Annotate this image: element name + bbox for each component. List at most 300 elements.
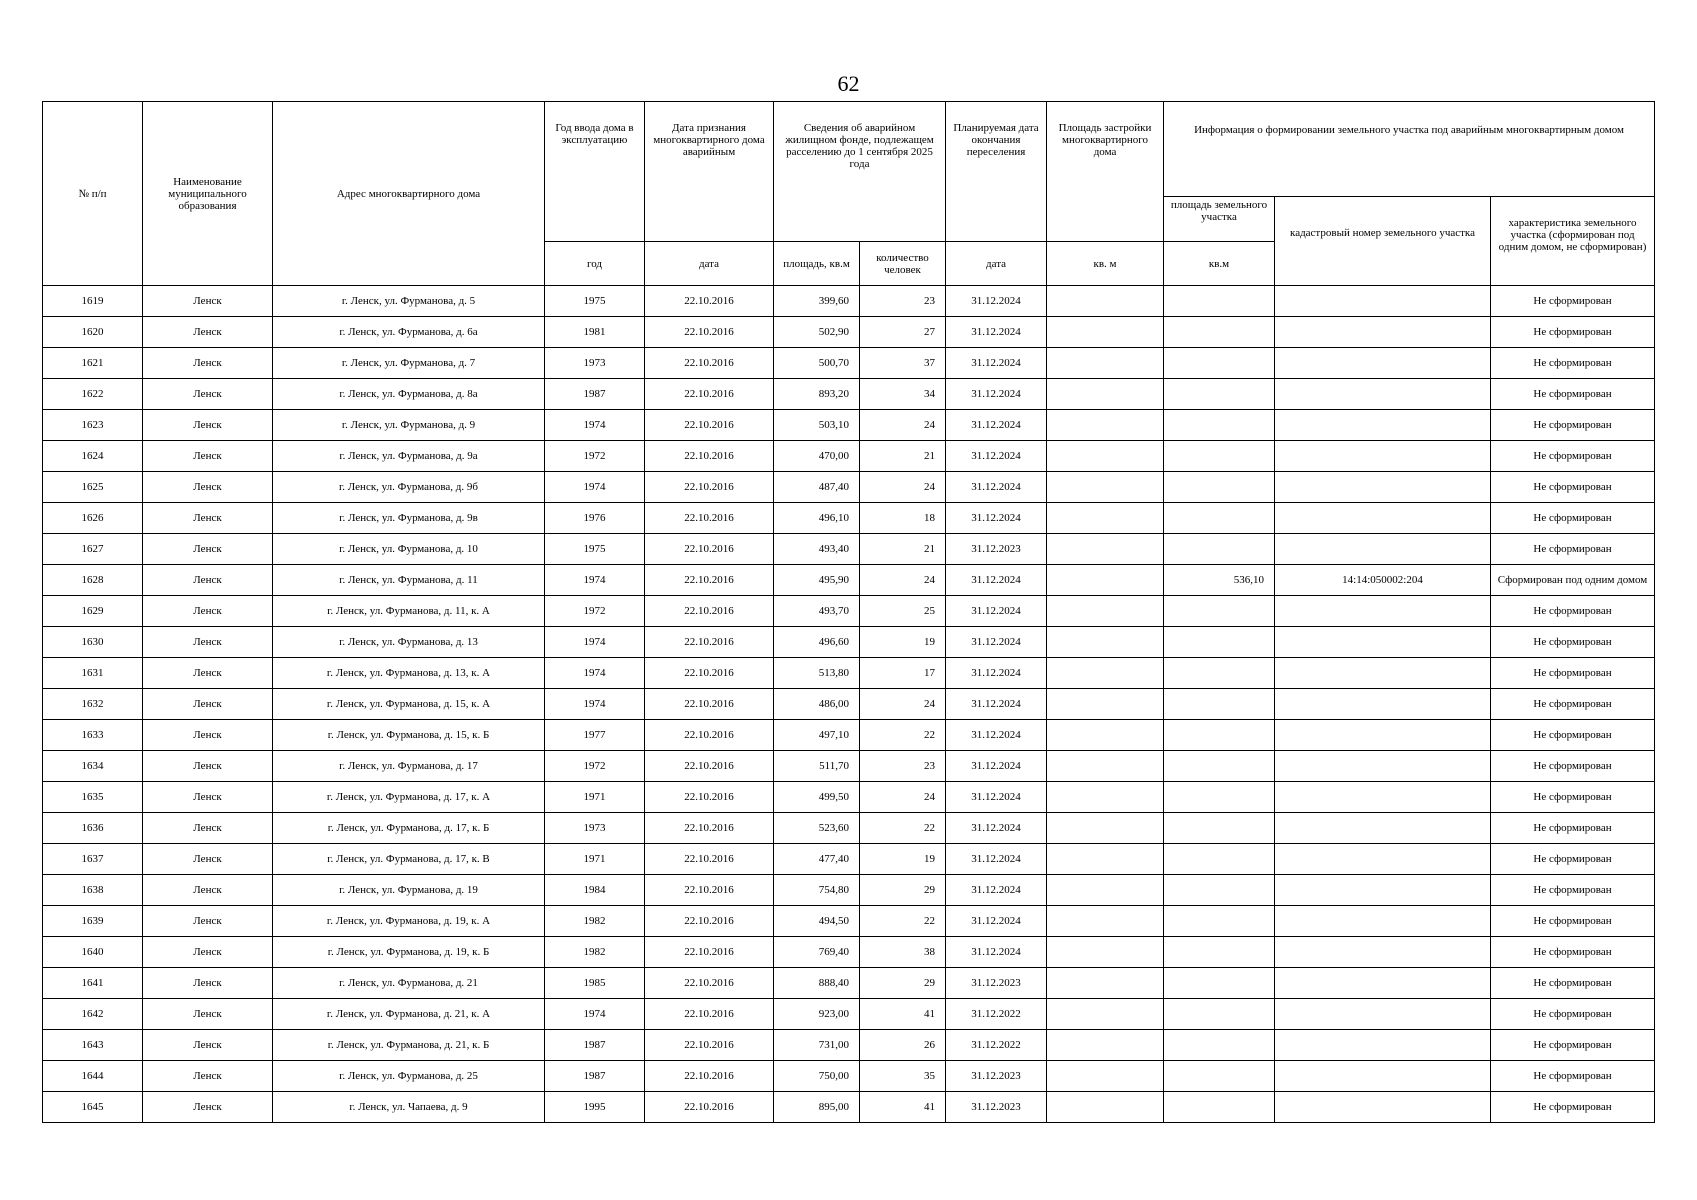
- cell-cadastral: [1275, 968, 1491, 999]
- cell-land-area: [1164, 410, 1275, 441]
- table-row: [43, 999, 1655, 1030]
- cell-land-area: [1164, 472, 1275, 503]
- cell-cadastral: [1275, 1061, 1491, 1092]
- cell-address: г. Ленск, ул. Фурманова, д. 8а: [273, 379, 545, 410]
- cell-land-area: [1164, 503, 1275, 534]
- cell-num: 1624: [43, 441, 143, 472]
- cell-year: 1982: [545, 937, 645, 968]
- cell-cadastral: [1275, 937, 1491, 968]
- table-row: [43, 844, 1655, 875]
- cell-area: 893,20: [774, 379, 860, 410]
- cell-people: 24: [860, 472, 946, 503]
- cell-num: 1629: [43, 596, 143, 627]
- table-row: [43, 813, 1655, 844]
- cell-building-area: [1047, 813, 1164, 844]
- cell-municipality: Ленск: [143, 720, 273, 751]
- table-row: [43, 751, 1655, 782]
- cell-recognition-date: 22.10.2016: [645, 1030, 774, 1061]
- table-row: [43, 720, 1655, 751]
- unit-area: площадь, кв.м: [774, 242, 860, 286]
- cell-land-area: [1164, 1092, 1275, 1123]
- cell-area: 470,00: [774, 441, 860, 472]
- cell-area: 888,40: [774, 968, 860, 999]
- cell-municipality: Ленск: [143, 906, 273, 937]
- table-row: [43, 689, 1655, 720]
- cell-land-area: [1164, 813, 1275, 844]
- cell-municipality: Ленск: [143, 627, 273, 658]
- cell-people: 34: [860, 379, 946, 410]
- cell-cadastral: [1275, 627, 1491, 658]
- cell-address: г. Ленск, ул. Фурманова, д. 15, к. Б: [273, 720, 545, 751]
- header-planned-date: Планируемая дата окончания переселения: [946, 102, 1047, 242]
- cell-planned-date: 31.12.2024: [946, 906, 1047, 937]
- cell-address: г. Ленск, ул. Фурманова, д. 9: [273, 410, 545, 441]
- table-row: [43, 441, 1655, 472]
- cell-recognition-date: 22.10.2016: [645, 410, 774, 441]
- cell-land-area: [1164, 844, 1275, 875]
- cell-year: 1987: [545, 1030, 645, 1061]
- cell-municipality: Ленск: [143, 379, 273, 410]
- cell-land-char: Не сформирован: [1491, 627, 1655, 658]
- table-row: [43, 906, 1655, 937]
- header-land-char: характеристика земельного участка (сформирован под одним домом, не сформирован): [1491, 197, 1655, 286]
- cell-building-area: [1047, 1061, 1164, 1092]
- cell-num: 1626: [43, 503, 143, 534]
- cell-people: 23: [860, 751, 946, 782]
- cell-address: г. Ленск, ул. Фурманова, д. 9а: [273, 441, 545, 472]
- cell-building-area: [1047, 1092, 1164, 1123]
- cell-people: 18: [860, 503, 946, 534]
- cell-year: 1976: [545, 503, 645, 534]
- cell-cadastral: [1275, 472, 1491, 503]
- header-cadastral: кадастровый номер земельного участка: [1275, 197, 1491, 286]
- cell-address: г. Ленск, ул. Фурманова, д. 5: [273, 286, 545, 317]
- cell-building-area: [1047, 937, 1164, 968]
- cell-area: 500,70: [774, 348, 860, 379]
- header-recognition-date: Дата признания многоквартирного дома аварийным: [645, 102, 774, 242]
- cell-year: 1985: [545, 968, 645, 999]
- cell-cadastral: [1275, 813, 1491, 844]
- cell-land-char: Не сформирован: [1491, 689, 1655, 720]
- cell-building-area: [1047, 348, 1164, 379]
- cell-cadastral: [1275, 379, 1491, 410]
- cell-building-area: [1047, 720, 1164, 751]
- cell-building-area: [1047, 1030, 1164, 1061]
- cell-land-area: [1164, 348, 1275, 379]
- cell-municipality: Ленск: [143, 410, 273, 441]
- cell-year: 1975: [545, 534, 645, 565]
- cell-land-char: Не сформирован: [1491, 503, 1655, 534]
- cell-people: 23: [860, 286, 946, 317]
- cell-planned-date: 31.12.2024: [946, 720, 1047, 751]
- cell-recognition-date: 22.10.2016: [645, 441, 774, 472]
- cell-planned-date: 31.12.2024: [946, 689, 1047, 720]
- cell-planned-date: 31.12.2024: [946, 813, 1047, 844]
- cell-planned-date: 31.12.2023: [946, 968, 1047, 999]
- cell-people: 24: [860, 565, 946, 596]
- cell-address: г. Ленск, ул. Фурманова, д. 9б: [273, 472, 545, 503]
- cell-cadastral: [1275, 751, 1491, 782]
- cell-planned-date: 31.12.2024: [946, 410, 1047, 441]
- cell-building-area: [1047, 689, 1164, 720]
- cell-area: 513,80: [774, 658, 860, 689]
- cell-planned-date: 31.12.2024: [946, 627, 1047, 658]
- cell-municipality: Ленск: [143, 689, 273, 720]
- cell-land-area: [1164, 627, 1275, 658]
- table-row: [43, 658, 1655, 689]
- header-building-area: Площадь застройки многоквартирного дома: [1047, 102, 1164, 242]
- cell-people: 17: [860, 658, 946, 689]
- cell-address: г. Ленск, ул. Чапаева, д. 9: [273, 1092, 545, 1123]
- cell-cadastral: [1275, 410, 1491, 441]
- cell-land-area: [1164, 906, 1275, 937]
- cell-area: 499,50: [774, 782, 860, 813]
- cell-address: г. Ленск, ул. Фурманова, д. 17, к. Б: [273, 813, 545, 844]
- table-row: [43, 286, 1655, 317]
- cell-cadastral: [1275, 875, 1491, 906]
- cell-land-char: Не сформирован: [1491, 596, 1655, 627]
- cell-planned-date: 31.12.2024: [946, 658, 1047, 689]
- cell-recognition-date: 22.10.2016: [645, 379, 774, 410]
- cell-people: 29: [860, 875, 946, 906]
- cell-building-area: [1047, 379, 1164, 410]
- cell-municipality: Ленск: [143, 844, 273, 875]
- cell-planned-date: 31.12.2024: [946, 844, 1047, 875]
- cell-cadastral: [1275, 286, 1491, 317]
- cell-land-char: Не сформирован: [1491, 317, 1655, 348]
- cell-land-area: [1164, 782, 1275, 813]
- cell-cadastral: [1275, 999, 1491, 1030]
- cell-recognition-date: 22.10.2016: [645, 534, 774, 565]
- cell-planned-date: 31.12.2024: [946, 379, 1047, 410]
- cell-land-area: [1164, 937, 1275, 968]
- cell-municipality: Ленск: [143, 658, 273, 689]
- header-land-info: Информация о формировании земельного участка под аварийным многоквартирным домом: [1164, 102, 1655, 197]
- cell-recognition-date: 22.10.2016: [645, 1061, 774, 1092]
- cell-land-char: Не сформирован: [1491, 534, 1655, 565]
- cell-num: 1644: [43, 1061, 143, 1092]
- cell-land-char: Не сформирован: [1491, 410, 1655, 441]
- cell-municipality: Ленск: [143, 1092, 273, 1123]
- cell-people: 26: [860, 1030, 946, 1061]
- cell-land-area: 536,10: [1164, 565, 1275, 596]
- table-row: [43, 410, 1655, 441]
- cell-recognition-date: 22.10.2016: [645, 782, 774, 813]
- cell-people: 24: [860, 782, 946, 813]
- cell-recognition-date: 22.10.2016: [645, 348, 774, 379]
- cell-planned-date: 31.12.2024: [946, 286, 1047, 317]
- cell-land-char: Не сформирован: [1491, 348, 1655, 379]
- cell-area: 750,00: [774, 1061, 860, 1092]
- cell-building-area: [1047, 596, 1164, 627]
- cell-address: г. Ленск, ул. Фурманова, д. 21, к. А: [273, 999, 545, 1030]
- cell-recognition-date: 22.10.2016: [645, 596, 774, 627]
- cell-planned-date: 31.12.2023: [946, 534, 1047, 565]
- cell-address: г. Ленск, ул. Фурманова, д. 11, к. А: [273, 596, 545, 627]
- cell-people: 22: [860, 813, 946, 844]
- cell-land-char: Не сформирован: [1491, 844, 1655, 875]
- cell-address: г. Ленск, ул. Фурманова, д. 13: [273, 627, 545, 658]
- cell-recognition-date: 22.10.2016: [645, 844, 774, 875]
- cell-municipality: Ленск: [143, 348, 273, 379]
- cell-cadastral: [1275, 348, 1491, 379]
- header-year: Год ввода дома в эксплуатацию: [545, 102, 645, 242]
- cell-cadastral: [1275, 658, 1491, 689]
- cell-year: 1974: [545, 410, 645, 441]
- header-address: Адрес многоквартирного дома: [273, 102, 545, 286]
- cell-year: 1974: [545, 565, 645, 596]
- cell-land-area: [1164, 875, 1275, 906]
- cell-land-area: [1164, 968, 1275, 999]
- cell-municipality: Ленск: [143, 472, 273, 503]
- cell-people: 21: [860, 441, 946, 472]
- cell-cadastral: [1275, 906, 1491, 937]
- cell-num: 1621: [43, 348, 143, 379]
- cell-address: г. Ленск, ул. Фурманова, д. 19, к. А: [273, 906, 545, 937]
- cell-num: 1623: [43, 410, 143, 441]
- cell-year: 1974: [545, 999, 645, 1030]
- cell-land-char: Не сформирован: [1491, 813, 1655, 844]
- cell-year: 1995: [545, 1092, 645, 1123]
- cell-planned-date: 31.12.2024: [946, 937, 1047, 968]
- cell-address: г. Ленск, ул. Фурманова, д. 21, к. Б: [273, 1030, 545, 1061]
- cell-municipality: Ленск: [143, 999, 273, 1030]
- cell-people: 38: [860, 937, 946, 968]
- cell-address: г. Ленск, ул. Фурманова, д. 17: [273, 751, 545, 782]
- cell-building-area: [1047, 286, 1164, 317]
- cell-address: г. Ленск, ул. Фурманова, д. 13, к. А: [273, 658, 545, 689]
- table-row: [43, 627, 1655, 658]
- cell-cadastral: [1275, 1030, 1491, 1061]
- cell-year: 1974: [545, 689, 645, 720]
- cell-building-area: [1047, 844, 1164, 875]
- cell-people: 41: [860, 999, 946, 1030]
- table-row: [43, 472, 1655, 503]
- cell-building-area: [1047, 441, 1164, 472]
- cell-municipality: Ленск: [143, 565, 273, 596]
- cell-land-char: Сформирован под одним домом: [1491, 565, 1655, 596]
- table-body: [43, 286, 1655, 1123]
- cell-cadastral: [1275, 782, 1491, 813]
- cell-people: 29: [860, 968, 946, 999]
- cell-land-char: Не сформирован: [1491, 999, 1655, 1030]
- cell-land-char: Не сформирован: [1491, 658, 1655, 689]
- cell-recognition-date: 22.10.2016: [645, 720, 774, 751]
- cell-year: 1974: [545, 472, 645, 503]
- cell-year: 1977: [545, 720, 645, 751]
- table-row: [43, 596, 1655, 627]
- cell-area: 495,90: [774, 565, 860, 596]
- cell-cadastral: [1275, 534, 1491, 565]
- cell-land-char: Не сформирован: [1491, 472, 1655, 503]
- cell-cadastral: [1275, 720, 1491, 751]
- cell-municipality: Ленск: [143, 875, 273, 906]
- cell-planned-date: 31.12.2024: [946, 751, 1047, 782]
- cell-area: 502,90: [774, 317, 860, 348]
- cell-cadastral: 14:14:050002:204: [1275, 565, 1491, 596]
- cell-municipality: Ленск: [143, 937, 273, 968]
- cell-cadastral: [1275, 441, 1491, 472]
- unit-year: год: [545, 242, 645, 286]
- cell-area: 923,00: [774, 999, 860, 1030]
- cell-planned-date: 31.12.2024: [946, 317, 1047, 348]
- cell-cadastral: [1275, 503, 1491, 534]
- cell-land-area: [1164, 720, 1275, 751]
- cell-building-area: [1047, 968, 1164, 999]
- cell-num: 1639: [43, 906, 143, 937]
- cell-planned-date: 31.12.2023: [946, 1092, 1047, 1123]
- cell-land-char: Не сформирован: [1491, 782, 1655, 813]
- cell-land-area: [1164, 999, 1275, 1030]
- cell-planned-date: 31.12.2024: [946, 782, 1047, 813]
- cell-num: 1635: [43, 782, 143, 813]
- cell-people: 37: [860, 348, 946, 379]
- cell-municipality: Ленск: [143, 782, 273, 813]
- table-row: [43, 503, 1655, 534]
- cell-planned-date: 31.12.2024: [946, 472, 1047, 503]
- cell-year: 1971: [545, 782, 645, 813]
- cell-num: 1634: [43, 751, 143, 782]
- cell-area: 477,40: [774, 844, 860, 875]
- cell-recognition-date: 22.10.2016: [645, 317, 774, 348]
- cell-municipality: Ленск: [143, 968, 273, 999]
- cell-year: 1973: [545, 348, 645, 379]
- cell-municipality: Ленск: [143, 503, 273, 534]
- cell-year: 1984: [545, 875, 645, 906]
- cell-recognition-date: 22.10.2016: [645, 1092, 774, 1123]
- cell-recognition-date: 22.10.2016: [645, 968, 774, 999]
- table-row: [43, 782, 1655, 813]
- cell-area: 496,10: [774, 503, 860, 534]
- table-row: [43, 1061, 1655, 1092]
- cell-recognition-date: 22.10.2016: [645, 937, 774, 968]
- table-header: [43, 102, 1655, 286]
- cell-recognition-date: 22.10.2016: [645, 627, 774, 658]
- cell-num: 1625: [43, 472, 143, 503]
- header-land-area: площадь земельного участка: [1164, 197, 1275, 242]
- cell-num: 1632: [43, 689, 143, 720]
- cell-address: г. Ленск, ул. Фурманова, д. 7: [273, 348, 545, 379]
- cell-building-area: [1047, 627, 1164, 658]
- cell-municipality: Ленск: [143, 286, 273, 317]
- cell-area: 503,10: [774, 410, 860, 441]
- cell-land-char: Не сформирован: [1491, 968, 1655, 999]
- table-row: [43, 1030, 1655, 1061]
- cell-municipality: Ленск: [143, 813, 273, 844]
- cell-num: 1622: [43, 379, 143, 410]
- header-num: № п/п: [43, 102, 143, 286]
- cell-num: 1630: [43, 627, 143, 658]
- cell-num: 1628: [43, 565, 143, 596]
- cell-recognition-date: 22.10.2016: [645, 503, 774, 534]
- cell-address: г. Ленск, ул. Фурманова, д. 21: [273, 968, 545, 999]
- cell-land-area: [1164, 317, 1275, 348]
- cell-cadastral: [1275, 317, 1491, 348]
- cell-people: 19: [860, 844, 946, 875]
- table-row: [43, 968, 1655, 999]
- cell-area: 494,50: [774, 906, 860, 937]
- cell-num: 1645: [43, 1092, 143, 1123]
- cell-num: 1640: [43, 937, 143, 968]
- cell-land-area: [1164, 596, 1275, 627]
- cell-building-area: [1047, 472, 1164, 503]
- cell-num: 1636: [43, 813, 143, 844]
- cell-land-area: [1164, 286, 1275, 317]
- cell-recognition-date: 22.10.2016: [645, 906, 774, 937]
- cell-municipality: Ленск: [143, 441, 273, 472]
- cell-year: 1981: [545, 317, 645, 348]
- cell-people: 21: [860, 534, 946, 565]
- cell-area: 754,80: [774, 875, 860, 906]
- cell-num: 1642: [43, 999, 143, 1030]
- cell-people: 19: [860, 627, 946, 658]
- cell-address: г. Ленск, ул. Фурманова, д. 9в: [273, 503, 545, 534]
- cell-land-char: Не сформирован: [1491, 751, 1655, 782]
- cell-land-char: Не сформирован: [1491, 875, 1655, 906]
- cell-land-char: Не сформирован: [1491, 906, 1655, 937]
- cell-land-area: [1164, 751, 1275, 782]
- unit-date: дата: [645, 242, 774, 286]
- cell-area: 486,00: [774, 689, 860, 720]
- cell-land-area: [1164, 658, 1275, 689]
- cell-planned-date: 31.12.2024: [946, 503, 1047, 534]
- table-row: [43, 565, 1655, 596]
- cell-municipality: Ленск: [143, 751, 273, 782]
- cell-cadastral: [1275, 689, 1491, 720]
- cell-address: г. Ленск, ул. Фурманова, д. 15, к. А: [273, 689, 545, 720]
- cell-area: 731,00: [774, 1030, 860, 1061]
- cell-area: 511,70: [774, 751, 860, 782]
- cell-year: 1975: [545, 286, 645, 317]
- cell-year: 1974: [545, 627, 645, 658]
- cell-area: 493,70: [774, 596, 860, 627]
- cell-people: 27: [860, 317, 946, 348]
- cell-land-area: [1164, 1061, 1275, 1092]
- cell-planned-date: 31.12.2023: [946, 1061, 1047, 1092]
- cell-recognition-date: 22.10.2016: [645, 689, 774, 720]
- header-emergency-info: Сведения об аварийном жилищном фонде, подлежащем расселению до 1 сентября 2025 года: [774, 102, 946, 242]
- cell-building-area: [1047, 534, 1164, 565]
- cell-land-area: [1164, 534, 1275, 565]
- cell-area: 487,40: [774, 472, 860, 503]
- cell-num: 1620: [43, 317, 143, 348]
- cell-people: 25: [860, 596, 946, 627]
- cell-land-area: [1164, 441, 1275, 472]
- cell-land-char: Не сформирован: [1491, 720, 1655, 751]
- cell-year: 1971: [545, 844, 645, 875]
- cell-land-area: [1164, 379, 1275, 410]
- cell-land-area: [1164, 1030, 1275, 1061]
- cell-land-char: Не сформирован: [1491, 1030, 1655, 1061]
- cell-building-area: [1047, 782, 1164, 813]
- cell-planned-date: 31.12.2024: [946, 441, 1047, 472]
- unit-planned: дата: [946, 242, 1047, 286]
- cell-building-area: [1047, 317, 1164, 348]
- cell-year: 1987: [545, 1061, 645, 1092]
- cell-num: 1637: [43, 844, 143, 875]
- cell-building-area: [1047, 875, 1164, 906]
- cell-land-area: [1164, 689, 1275, 720]
- cell-recognition-date: 22.10.2016: [645, 751, 774, 782]
- table-row: [43, 1092, 1655, 1123]
- cell-municipality: Ленск: [143, 596, 273, 627]
- cell-recognition-date: 22.10.2016: [645, 565, 774, 596]
- cell-area: 769,40: [774, 937, 860, 968]
- cell-num: 1638: [43, 875, 143, 906]
- cell-cadastral: [1275, 596, 1491, 627]
- cell-area: 493,40: [774, 534, 860, 565]
- page-number: 62: [837, 71, 860, 96]
